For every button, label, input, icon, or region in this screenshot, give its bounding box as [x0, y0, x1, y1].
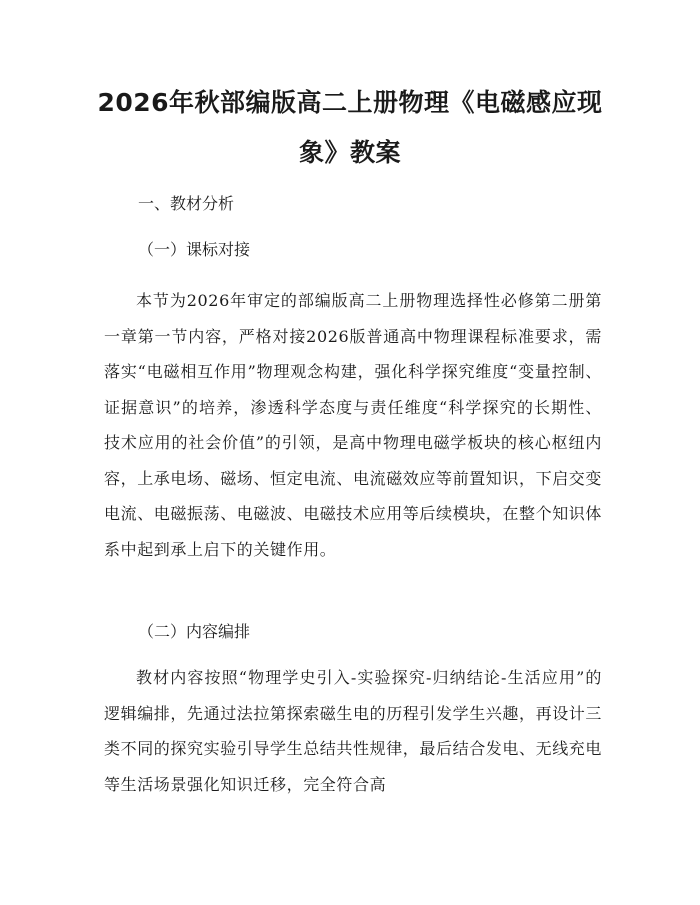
paragraph-curriculum: 本节为2026年审定的部编版高二上册物理选择性必修第二册第一章第一节内容，严格对接2026版普通高中物理课程标准要求，需落实“电磁相互作用”物理观念构建，强化科学探究维度“变量控制、证据意识”的培养，渗透科学态度与责任维度“科学探究的长期性、技术应用的社会价值”的引领，是高中物理电磁学板块的核心枢纽内容，上承电场、磁场、恒定电流、电流磁效应等前置知识，下启交变电流、电磁振荡、电磁波、电磁技术应用等后续模块，在整个知识体系中起到承上启下的关键作用。	[104, 291, 603, 559]
subsection-heading-curriculum: （一）课标对接	[138, 240, 251, 259]
subsection-heading-content-arrangement: （二）内容编排	[138, 622, 251, 641]
section-heading-textbook-analysis: 一、教材分析	[138, 194, 235, 213]
document-title: 2026年秋部编版高二上册物理《电磁感应现象》教案	[97, 88, 603, 167]
paragraph-content-arrangement: 教材内容按照“物理学史引入-实验探究-归纳结论-生活应用”的逻辑编排，先通过法拉第探索磁生电的历程引发学生兴趣，再设计三类不同的探究实验引导学生总结共性规律，最后结合发电、无线充电等生活场景强化知识迁移，完全符合高	[104, 668, 603, 794]
